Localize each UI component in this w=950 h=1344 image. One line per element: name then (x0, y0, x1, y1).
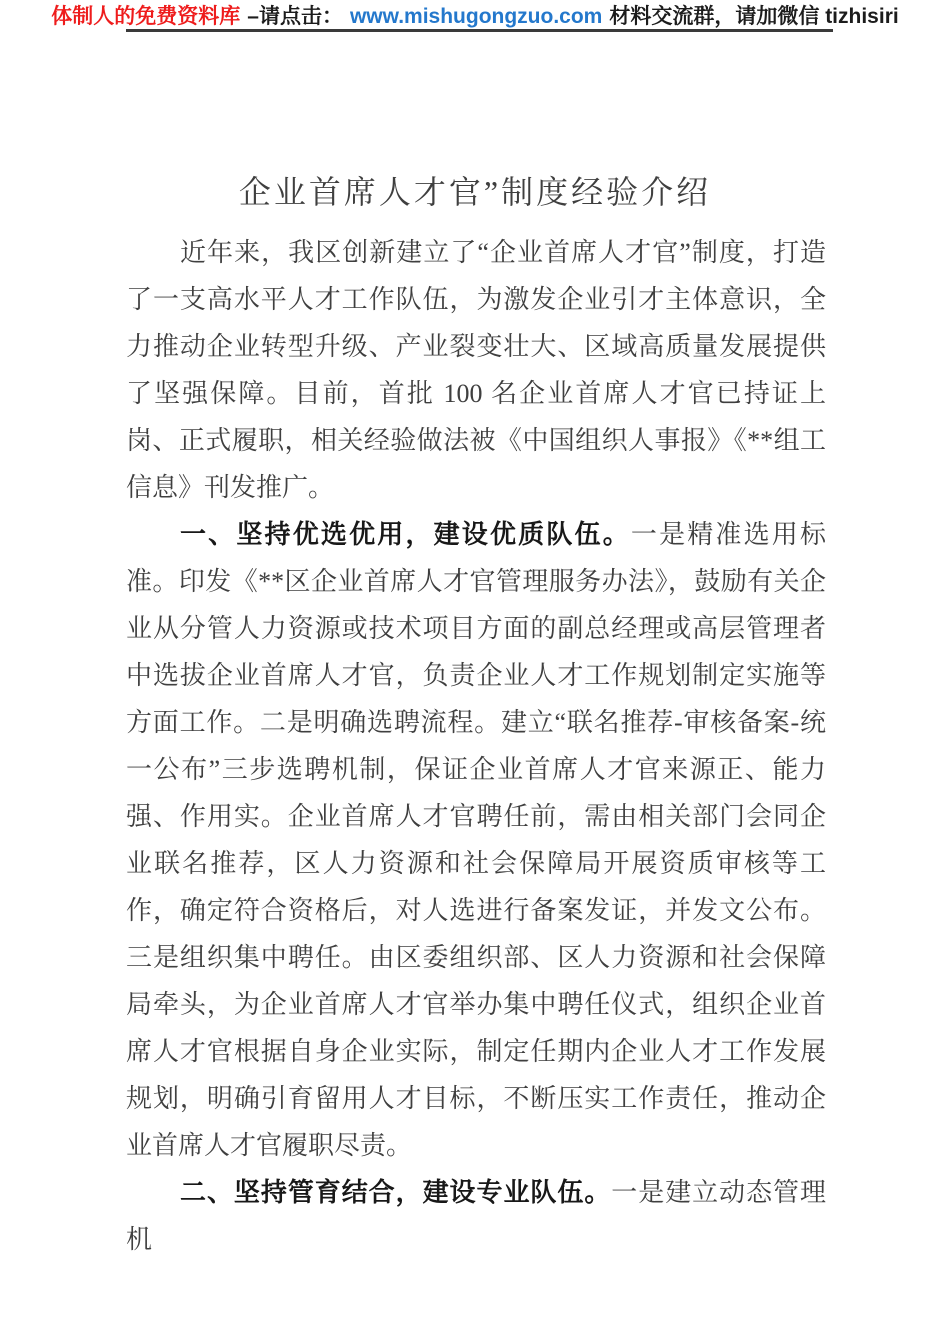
section-heading-run: 一、坚持优选优用，建设优质队伍。 (180, 519, 631, 549)
body-text-run: 一是精准选用标准。印发《**区企业首席人才官管理服务办法》，鼓励有关企业从分管人力资源或技术项目方面的副总经理或高层管理者中选拔企业首席人才官，负责企业人才工作规划制定实施等方面工作。二是明确选聘流程。建立“联名推荐-审核备案-统一公布”三步选聘机制，保证企业首席人才官来源正、能力强、作用实。企业首席人才官聘任前，需由相关部门会同企业联名推荐，区人力资源和社会保障局开展资质审核等工作，确定符合资格后，对人选进行备案发证，并发文公布。三是组织集中聘任。由区委组织部、区人力资源和社会保障局牵头，为企业首席人才官举办集中聘任仪式，组织企业首席人才官根据自身企业实际，制定任期内企业人才工作发展规划，明确引育留用人才目标，不断压实工作责任，推动企业首席人才官履职尽责。 (126, 520, 826, 1160)
banner-group-info: 材料交流群，请加微信 tizhisiri (609, 5, 899, 28)
paragraph (126, 1169, 826, 1263)
body-text-run: 一是建立动态管理机 (126, 1178, 826, 1254)
document-body (126, 229, 826, 1263)
banner-url-link[interactable]: www.mishugongzuo.com (349, 5, 603, 28)
document-title: 企业首席人才官”制度经验介绍 (238, 174, 712, 210)
paragraph (126, 229, 826, 511)
section-heading-run: 二、坚持管育结合，建设专业队伍。 (180, 1177, 612, 1207)
banner-click-prompt: –请点击： (247, 5, 343, 28)
paragraph (126, 511, 826, 1169)
banner-divider (126, 29, 833, 32)
promo-banner (0, 3, 950, 30)
banner-site-name: 体制人的免费资料库 (51, 5, 241, 28)
body-text-run: 近年来，我区创新建立了“企业首席人才官”制度，打造了一支高水平人才工作队伍，为激发企业引才主体意识，全力推动企业转型升级、产业裂变壮大、区域高质量发展提供了坚强保障。目前，首批 100 名企业首席人才官已持证上岗、正式履职，相关经验做法被《中国组织人事报》《**组工信息》刊发推广。 (126, 238, 826, 502)
